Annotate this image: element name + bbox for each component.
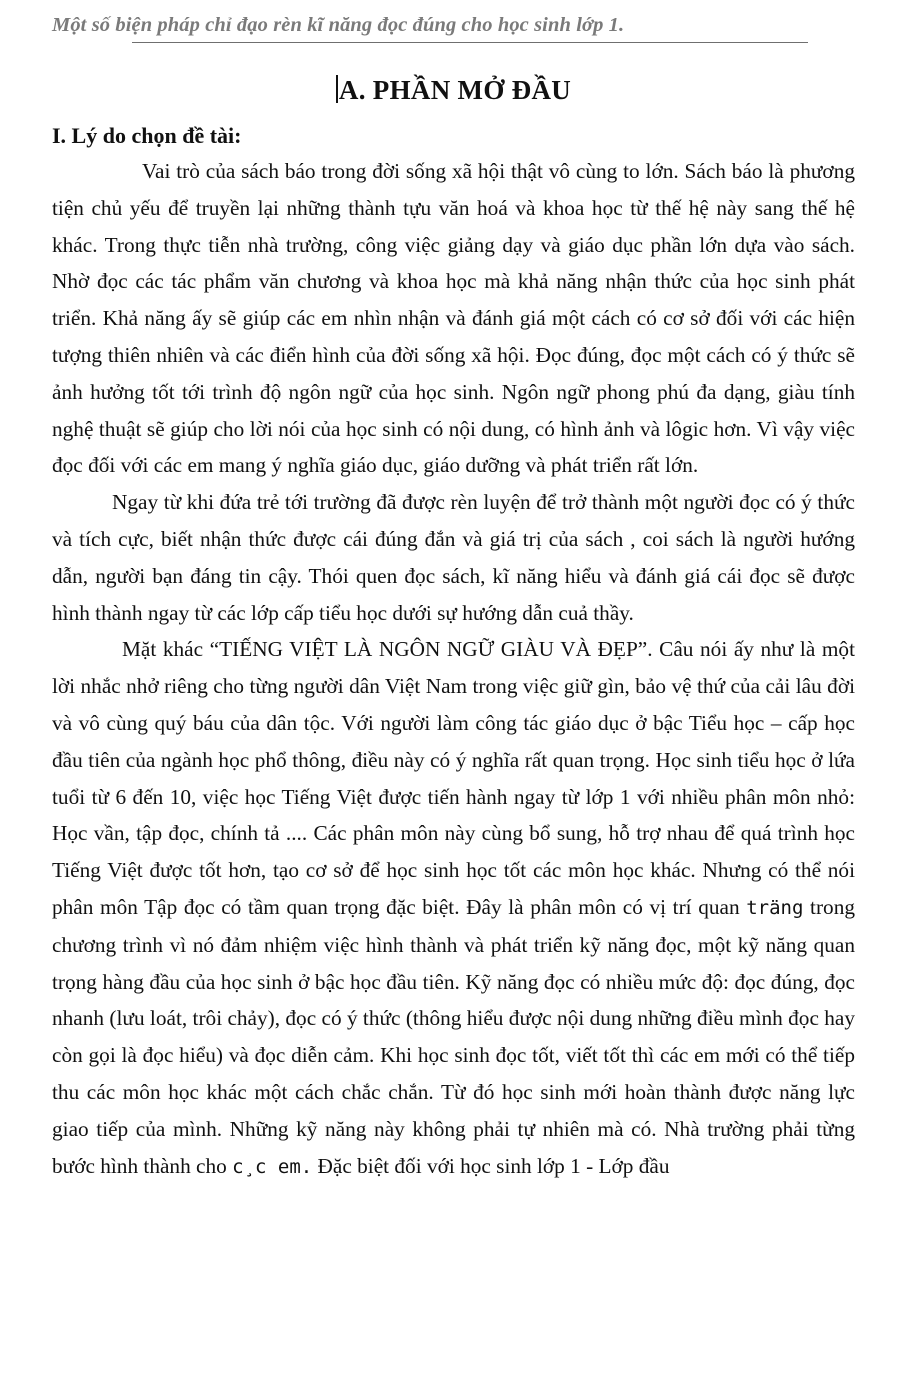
paragraph-3-legacy-text-b: c¸c em. <box>232 1155 313 1178</box>
paragraph-3 <box>52 631 855 1185</box>
header-rule <box>132 42 808 43</box>
subheading: I. Lý do chọn đề tài: <box>52 123 242 148</box>
paragraph-3-text-c: Đặc biệt đối với học sinh lớp 1 - Lớp đầu <box>312 1153 670 1178</box>
paragraph-3-text-a: Mặt khác “TIẾNG VIỆT LÀ NGÔN NGỮ GIÀU VÀ ĐẸP”. Câu nói ấy như là một lời nhắc nhở riêng cho từng người dân Việt Nam trong việc giữ gìn, bảo vệ thứ của cải lâu đời và vô cùng quý báu của dân tộc. Với người làm công tác giáo dục ở bậc Tiểu học – cấp học đầu tiên của ngành học phổ thông, điều này có ý nghĩa rất quan trọng. Học sinh tiểu học ở lứa tuổi từ 6 đến 10, việc học Tiếng Việt được tiến hành ngay từ lớp 1 với nhiều phân môn nhỏ: Học vần, tập đọc, chính tả .... Các phân môn này cùng bổ sung, hỗ trợ nhau để quá trình học Tiếng Việt được tốt hơn, tạo cơ sở để học sinh học tốt các môn học khác. Nhưng có thể nói phân môn Tập đọc có tầm quan trọng đặc biệt. Đây là phân môn có vị trí quan <box>52 637 855 919</box>
section-title <box>52 73 855 107</box>
running-header: Một số biện pháp chỉ đạo rèn kĩ năng đọc đúng cho học sinh lớp 1. <box>52 14 625 36</box>
paragraph-2: Ngay từ khi đứa trẻ tới trường đã được rèn luyện để trở thành một người đọc có ý thức và tích cực, biết nhận thức được cái đúng đắn và giá trị của sách , coi sách là người hướng dẫn, người bạn đáng tin cậy. Thói quen đọc sách, kĩ năng hiểu và đánh giá cái đọc sẽ được hình thành ngay từ các lớp cấp tiểu học dưới sự hướng dẫn cuả thầy. <box>52 490 855 625</box>
paragraph-3-legacy-text-a: träng <box>746 896 804 919</box>
document-page <box>52 0 855 1185</box>
paragraph-3-text-b: trong chương trình vì nó đảm nhiệm việc hình thành và phát triển kỹ năng đọc, một kỹ năng quan trọng hàng đầu của học sinh ở bậc học đầu tiên. Kỹ năng đọc có nhiều mức độ: đọc đúng, đọc nhanh (lưu loát, trôi chảy), đọc có ý thức (thông hiểu được nội dung những điều mình đọc hay còn gọi là đọc hiểu) và đọc diễn cảm. Khi học sinh đọc tốt, viết tốt thì các em mới có thể tiếp thu các môn học khác một cách chắc chắn. Từ đó học sinh mới hoàn thành được năng lực giao tiếp của mình. Những kỹ năng này không phải tự nhiên mà có. Nhà trường phải từng bước hình thành cho <box>52 894 855 1178</box>
section-title-text: A. PHẦN MỞ ĐẦU <box>338 75 572 105</box>
text-cursor <box>336 75 338 103</box>
paragraph-1: Vai trò của sách báo trong đời sống xã hội thật vô cùng to lớn. Sách báo là phương tiện chủ yếu để truyền lại những thành tựu văn hoá và khoa học từ thế hệ này sang thế hệ khác. Trong thực tiễn nhà trường, công việc giảng dạy và giáo dục phần lớn dựa vào sách. Nhờ đọc các tác phẩm văn chương và khoa học mà khả năng nhận thức của học sinh phát triển. Khả năng ấy sẽ giúp các em nhìn nhận và đánh giá một cách có cơ sở đối với các hiện tượng thiên nhiên và các điển hình của đời sống xã hội. Đọc đúng, đọc một cách có ý thức sẽ ảnh hưởng tốt tới trình độ ngôn ngữ của học sinh. Ngôn ngữ phong phú đa dạng, giàu tính nghệ thuật sẽ giúp cho lời nói của học sinh có nội dung, có hình ảnh và lôgic hơn. Vì vậy việc đọc đối với các em mang ý nghĩa giáo dục, giáo dưỡng và phát triển rất lớn. <box>52 159 855 478</box>
